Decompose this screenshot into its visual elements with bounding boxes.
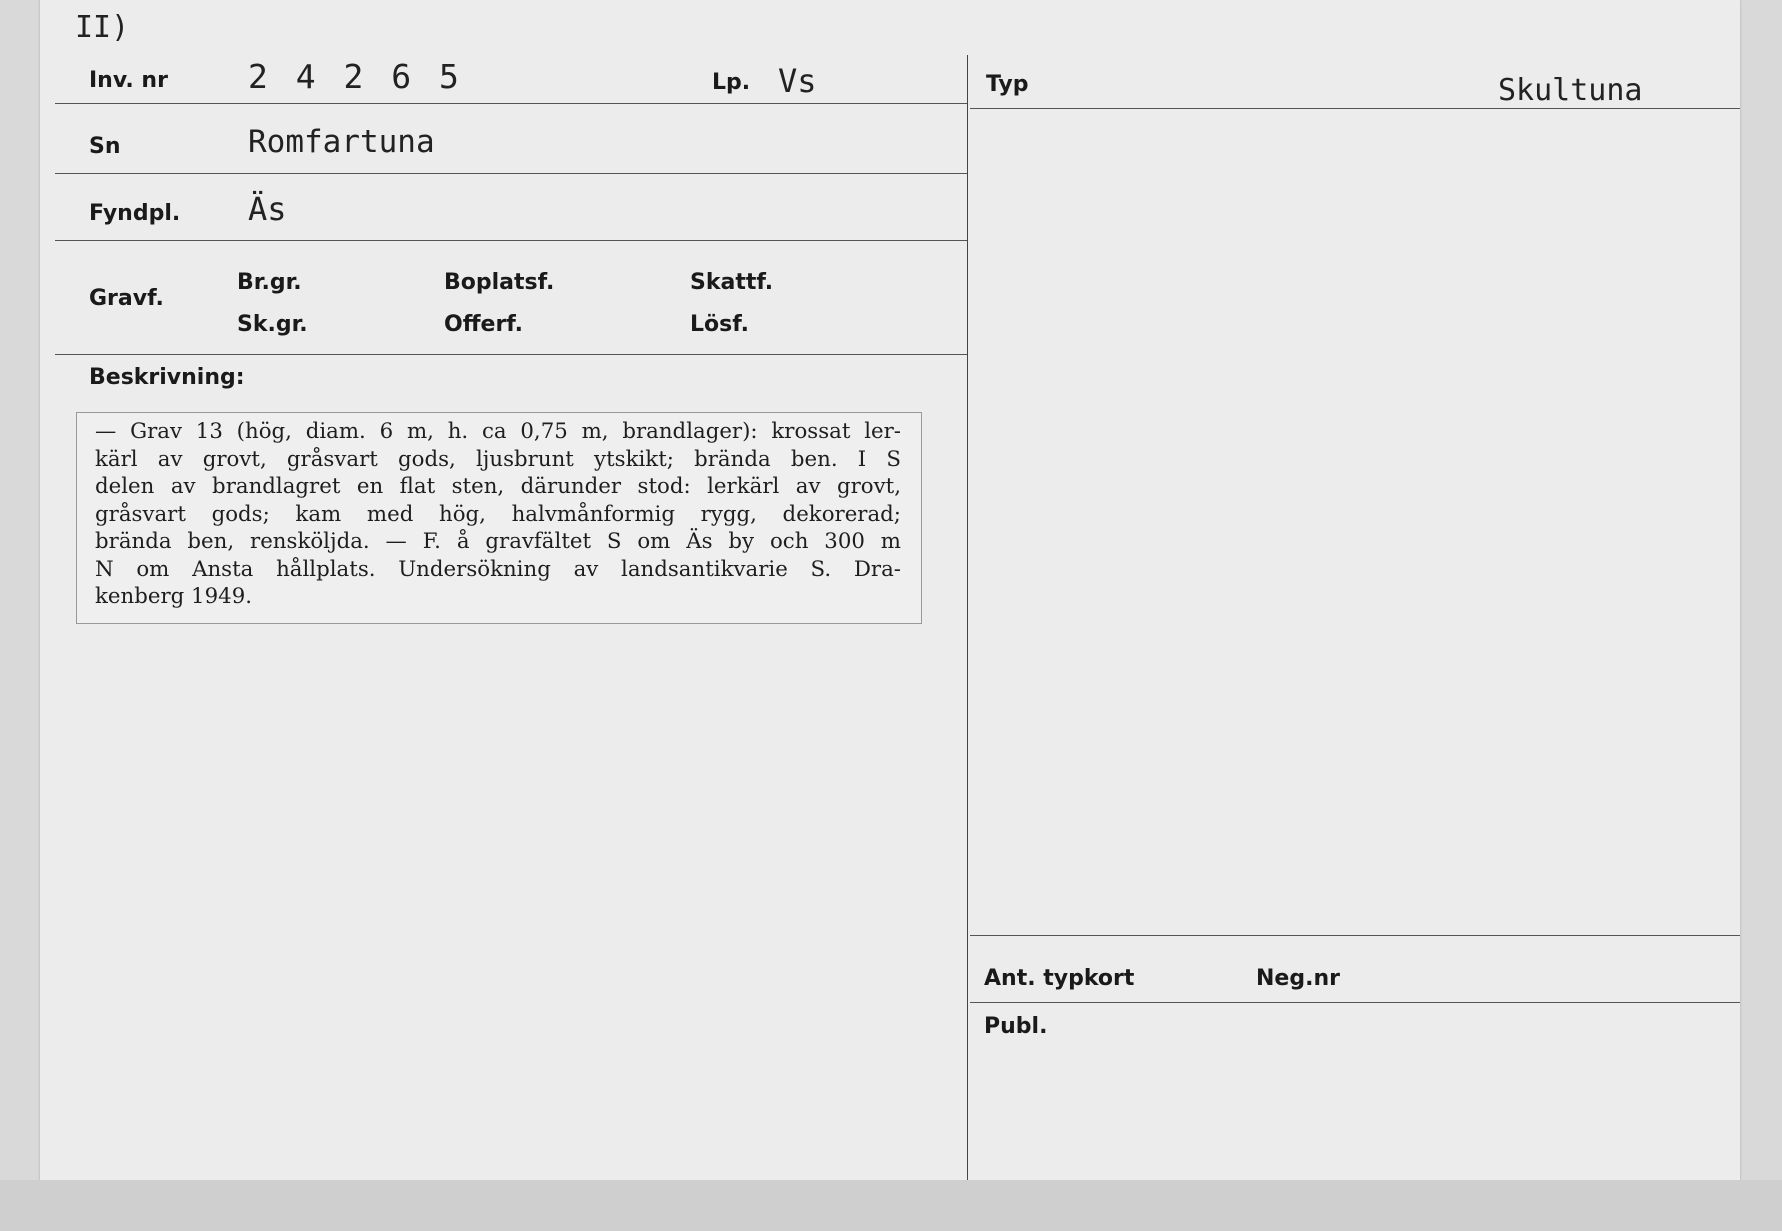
ant-typkort-label: Ant. typkort — [984, 966, 1135, 991]
scan-bottom-edge — [0, 1180, 1782, 1231]
rule-ant-top — [970, 935, 1740, 936]
sn-label: Sn — [89, 134, 121, 159]
lp-label: Lp. — [712, 70, 751, 95]
description-line: N om Ansta hållplats. Undersökning av landsantikvarie S. Dra- — [95, 556, 901, 582]
description-line: delen av brandlagret en flat sten, därunder stod: lerkärl av grovt, — [95, 474, 901, 499]
rule-sn — [55, 173, 967, 174]
rule-gravf — [55, 354, 967, 355]
skattf-label: Skattf. — [690, 270, 774, 295]
skgr-label: Sk.gr. — [237, 312, 308, 337]
offerf-label: Offerf. — [444, 312, 524, 337]
boplatsf-label: Boplatsf. — [444, 270, 555, 295]
rule-fyndpl — [55, 240, 967, 241]
rule-publ — [970, 1002, 1740, 1003]
inv-nr-label: Inv. nr — [89, 68, 168, 93]
fyndpl-value: Äs — [248, 190, 287, 228]
description-slip — [76, 412, 922, 624]
description-line: kärl av grovt, gråsvart gods, ljusbrunt ytskikt; brända ben. I S — [95, 446, 901, 472]
publ-label: Publ. — [984, 1014, 1048, 1039]
typ-label: Typ — [986, 72, 1029, 97]
losf-label: Lösf. — [690, 312, 749, 337]
lp-value: Vs — [778, 62, 817, 100]
typ-value: Skultuna — [1498, 73, 1643, 108]
neg-nr-label: Neg.nr — [1256, 966, 1340, 991]
description-line: — Grav 13 (hög, diam. 6 m, h. ca 0,75 m, brandlager): krossat ler- — [95, 419, 901, 444]
column-divider — [967, 55, 968, 1180]
description-line: kenberg 1949. — [95, 584, 253, 609]
rule-typ — [970, 108, 1740, 109]
fyndpl-label: Fyndpl. — [89, 201, 181, 226]
inv-nr-value: 2 4 2 6 5 — [248, 57, 463, 96]
sn-value: Romfartuna — [248, 124, 435, 160]
description-line: gråsvart gods; kam med hög, halvmånformig rygg, dekorerad; — [95, 501, 901, 527]
brgr-label: Br.gr. — [237, 270, 302, 295]
rule-inv — [55, 103, 967, 104]
beskrivning-label: Beskrivning: — [89, 365, 245, 390]
description-line: brända ben, rensköljda. — F. å gravfältet S om Äs by och 300 m — [95, 529, 901, 554]
corner-mark: II) — [75, 10, 130, 45]
gravf-label: Gravf. — [89, 286, 164, 311]
